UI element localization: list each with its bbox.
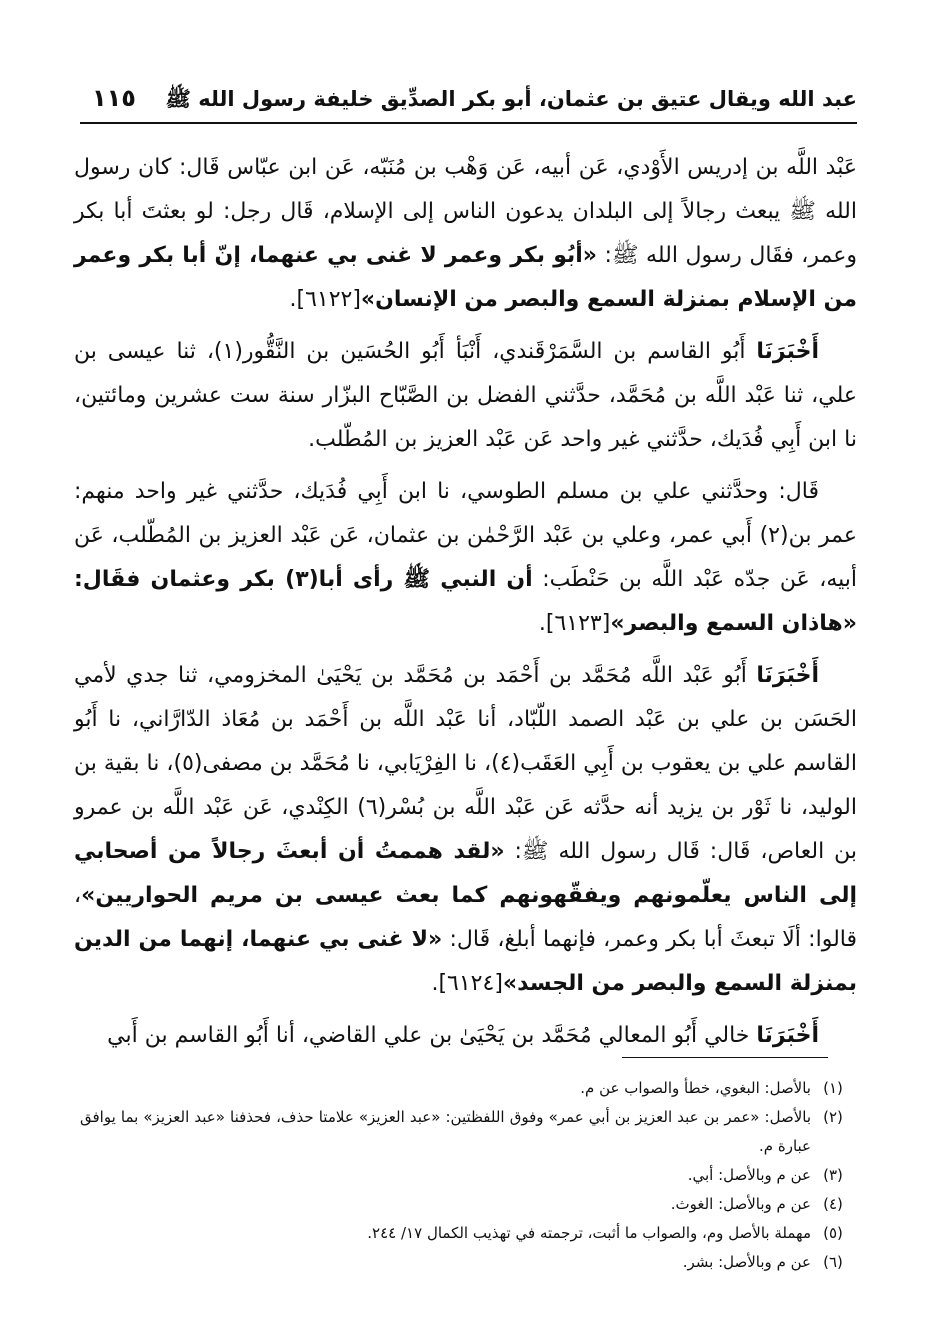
paragraph-4-ref: [٦١٢٤].: [431, 971, 503, 996]
footnote-number: (٥): [823, 1224, 843, 1242]
paragraph-3: [74, 470, 857, 646]
footnote-1: [80, 1074, 855, 1103]
footnote-number: (١): [823, 1079, 843, 1097]
footnote-text: مهملة بالأصل وم، والصواب ما أثبت، ترجمته في تهذيب الكمال ١٧/ ٢٤٤.: [367, 1224, 811, 1242]
paragraph-4-hadith-b: «لا غنى بي عنهما، إنهما من الدين بمنزلة السمع والبصر من الجسد»: [74, 927, 857, 996]
paragraph-4: [74, 654, 857, 1006]
footnote-number: (٣): [823, 1166, 843, 1184]
paragraph-3-ref: [٦١٢٣].: [538, 611, 611, 636]
footnote-text: عن م وبالأصل: الغوث.: [670, 1195, 811, 1213]
running-title: عبد الله ويقال عتيق بن عثمان، أبو بكر الصدِّيق خليفة رسول الله ﷺ: [165, 87, 857, 111]
footnote-number: (٤): [823, 1195, 843, 1213]
header-rule: [80, 122, 857, 124]
paragraph-5: [74, 1014, 857, 1058]
footnote-text: عن م وبالأصل: بشر.: [682, 1253, 811, 1271]
paragraph-4-hadith-a: «لقد هممتُ أن أبعثَ رجالاً من أصحابي إلى الناس يعلّمونهم ويفقّهونهم كما بعث عيسى بن مريم الحواريين»: [74, 839, 857, 908]
footnote-text: عن م وبالأصل: أبي.: [687, 1166, 811, 1184]
footnote-text: بالأصل: البغوي، خطأ والصواب عن م.: [580, 1079, 811, 1097]
footnote-number: (٢): [823, 1108, 843, 1126]
paragraph-4-text-b: ، قالوا: ألَا تبعثَ أبا بكر وعمر، فإنهما أبلغ، قَال:: [74, 883, 857, 952]
footnote-number: (٦): [823, 1253, 843, 1271]
footnote-text: بالأصل: «عمر بن عبد العزيز بن أبي عمر» وفوق اللفظتين: «عبد العزيز» علامتا حذف، فحذفنا «عبد العزيز» بما يوافق عبارة م.: [80, 1108, 811, 1155]
page-number: ١١٥: [92, 84, 136, 112]
footnote-2: [80, 1103, 855, 1161]
paragraph-3-text-a: قَال: وحدَّثني علي بن مسلم الطوسي، نا ابن أَبِي فُدَيك، حدَّثني غير واحد منهم: عمر بن(٢) أَبي عمر، وعلي بن عَبْد الرَّحْمٰن بن عثمان، عَن عَبْد العزيز بن المُطّلب، عَن أبيه، عَن جدّه عَبْد اللَّه بن حَنْطَب:: [74, 479, 857, 592]
footnotes: [80, 1074, 855, 1277]
main-text: [74, 146, 857, 1066]
paragraph-2-text: أَبُو القاسم بن السَّمَرْقَندي، أَنْبَأ أَبُو الحُسَين بن النَّقُّور(١)، ثنا عيسى بن علي، ثنا عَبْد اللَّه بن مُحَمَّد، حدَّثني الفضل بن الصَّبّاح البزّار سنة ست عشرين ومائتين، نا ابن أَبِي فُدَيك، حدَّثني غير واحد عَن عَبْد العزيز بن المُطّلب.: [74, 339, 857, 452]
paragraph-5-lead: أَخْبَرَنَا: [756, 1023, 819, 1048]
paragraph-2: [74, 330, 857, 462]
paragraph-2-lead: أَخْبَرَنَا: [756, 339, 819, 364]
paragraph-3-hadith: أن النبي ﷺ رأى أبا(٣) بكر وعثمان فقَال: «هاذان السمع والبصر»: [74, 567, 857, 636]
footnote-6: [80, 1248, 855, 1277]
paragraph-5-text: خالي أَبُو المعالي مُحَمَّد بن يَحْيَىٰ بن علي القاضي، أنا أَبُو القاسم بن أَبي: [107, 1023, 757, 1048]
paragraph-1-text-a: عَبْد اللَّه بن إدريس الأَوْدي، عَن أبيه، عَن وَهْب بن مُنَبّه، عَن ابن عبّاس قَال: كان رسول الله ﷺ يبعث رجالاً إلى البلدان يدعون الناس إلى الإسلام، قَال رجل: لو بعثتَ أبا بكر وعمر، فقَال رسول الله ﷺ:: [74, 155, 857, 268]
footnote-4: [80, 1190, 855, 1219]
paragraph-4-text-a: أَبُو عَبْد اللَّه مُحَمَّد بن أَحْمَد بن مُحَمَّد بن يَحْيَىٰ المخزومي، ثنا جدي لأمي الحَسَن بن علي بن عَبْد الصمد اللّبّاد، أنا عَبْد اللَّه بن أَحْمَد بن مُعَاذ الدّارَّاني، نا أَبُو القاسم علي بن يعقوب بن أَبِي العَقَب(٤)، نا الفِرْيَابي، نا مُحَمَّد بن مصفى(٥)، نا بقية بن الوليد، نا ثَوْر بن يزيد أنه حدَّثه عَن عَبْد اللَّه بن بُسْر(٦) الكِنْدي، عَن عَبْد اللَّه بن عمرو بن العاص، قَال: قَال رسول الله ﷺ:: [74, 663, 858, 864]
paragraph-4-lead: أَخْبَرَنَا: [756, 663, 819, 688]
paragraph-1-hadith: «أبُو بكر وعمر لا غنى بي عنهما، إنّ أبا بكر وعمر من الإسلام بمنزلة السمع والبصر من الإنسان»: [74, 243, 857, 312]
footnote-3: [80, 1161, 855, 1190]
paragraph-1-ref: [٦١٢٢].: [289, 287, 361, 312]
footnote-rule: [622, 1057, 828, 1058]
footnote-5: [80, 1219, 855, 1248]
paragraph-1: [74, 146, 857, 322]
running-head: [80, 80, 857, 116]
